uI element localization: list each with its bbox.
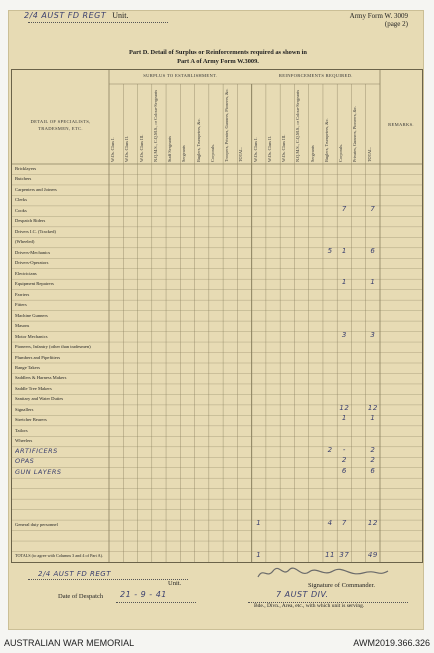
handwritten-entry: 2: [341, 456, 347, 465]
form-number: [350, 12, 408, 28]
archive-footer: [0, 633, 434, 653]
remarks-header: REMARKS.: [388, 122, 414, 127]
bde-handwritten: 7 AUST DIV.: [276, 590, 329, 599]
handwritten-entry: 12: [367, 403, 378, 412]
row-label: Bricklayers: [15, 166, 37, 171]
row-label: (Wheeled): [15, 239, 35, 245]
bottom-unit: [38, 570, 188, 578]
handwritten-entry: 37: [339, 550, 350, 559]
column-header: Buglers, Trumpeters, &c.: [323, 118, 329, 162]
form-no-text: Army Form W. 3009: [349, 12, 408, 20]
row-label: Drivers I.C. (Tracked): [15, 228, 56, 234]
handwritten-entry: 6: [370, 246, 376, 255]
row-label: Farriers: [15, 291, 30, 297]
handwritten-entry: 1: [370, 414, 376, 423]
row-label: Fitters: [15, 302, 27, 308]
bottom-unit-label: Unit.: [168, 580, 182, 587]
row-label: Signallers: [15, 406, 34, 412]
handwritten-entry: 1: [341, 246, 347, 255]
row-label: General duty personnel: [15, 522, 58, 528]
handwritten-entry: 12: [339, 403, 350, 412]
date-underline: [116, 602, 196, 603]
column-header: N.Q.M.S., C.Q.M.S., or Colour-Sergeants: [152, 89, 158, 162]
row-label: Despatch Riders: [15, 218, 46, 224]
unit-handwritten: 2/4 AUST FD REGT: [24, 11, 107, 20]
column-header: W.Os. Class II.: [266, 136, 272, 162]
column-header: Buglers, Trumpeters, &c.: [195, 118, 201, 162]
handwritten-entry: 49: [367, 550, 378, 559]
row-label: Masons: [15, 323, 30, 329]
unit-underline: [28, 22, 168, 23]
bottom-unit-handwritten: 2/4 AUST FD REGT: [38, 570, 111, 578]
date-label: Date of Despatch: [58, 593, 104, 600]
row-label: Plumbers and Pipefitters: [15, 354, 61, 360]
signature-label: Signature of Commander.: [308, 582, 375, 589]
row-label: Range Takers: [15, 365, 40, 370]
row-label: Butchers: [15, 176, 32, 182]
handwritten-entry: 12: [367, 519, 378, 528]
row-label: Machine Gunners: [15, 312, 48, 318]
column-header: W.Os. Class III.: [281, 134, 287, 162]
specialists-header: DETAIL OF SPECIALISTS, TRADESMEN, ETC.: [30, 119, 91, 131]
handwritten-entry: 4: [327, 519, 333, 528]
header-unit: [24, 11, 129, 20]
column-header: W.Os. Class II.: [124, 136, 130, 162]
handwritten-entry: 6: [370, 466, 376, 475]
bottom-unit-underline: [28, 579, 188, 580]
row-label: Motor Mechanics: [15, 333, 48, 339]
row-label: Saddle Tree Makers: [15, 385, 52, 391]
handwritten-entry: 3: [341, 330, 347, 339]
handwritten-entry: 7: [370, 204, 376, 213]
column-header: W.Os. Class I.: [252, 137, 258, 162]
row-label: Saddlers & Harness Makers: [15, 375, 67, 381]
form-page-text: (page 2): [384, 20, 408, 28]
handwritten-entry: 5: [327, 246, 333, 255]
column-header: Corporals.: [209, 143, 215, 162]
row-label: Cooks: [15, 207, 27, 213]
surplus-header: SURPLUS TO ESTABLISHMENT.: [143, 73, 218, 78]
column-header: TOTAL.: [238, 147, 244, 162]
handwritten-entry: 7: [341, 204, 347, 213]
footer-right: AWM2019.366.326: [353, 638, 430, 648]
handwritten-entry: 1: [256, 519, 262, 528]
handwritten-entry: -: [342, 445, 346, 454]
detail-table: [11, 69, 423, 563]
unit-label: Unit.: [112, 11, 129, 20]
row-label: Pioneers, Infantry (other than tradesmen): [15, 344, 91, 350]
handwritten-entry: 6: [341, 466, 347, 475]
handwritten-entry: 1: [370, 278, 376, 287]
handwritten-entry: 1: [341, 278, 347, 287]
footer-left: AUSTRALIAN WAR MEMORIAL: [4, 638, 135, 648]
form-title: [88, 48, 348, 66]
row-label: Sanitary and Water Duties: [15, 396, 64, 402]
row-label: TOTALS (to agree with Columns 3 and 4 of Part A).: [15, 552, 104, 558]
row-label: Stretcher Bearers: [15, 417, 47, 423]
handwritten-entry: 7: [341, 519, 347, 528]
row-label: Drivers-Mechanics: [15, 249, 51, 255]
reinforcements-header: REINFORCEMENTS REQUIRED.: [278, 73, 353, 78]
title-line-1: Part D. Detail of Surplus or Reinforcements required as shown in: [129, 49, 307, 56]
handwritten-entry: 2: [370, 456, 376, 465]
handwritten-entry: 11: [325, 550, 336, 559]
column-header: W.Os. Class I.: [110, 137, 115, 162]
commander-signature: [253, 565, 393, 581]
row-label: ARTIFICERS: [15, 446, 58, 455]
row-label: Clerks: [15, 197, 27, 203]
row-label: Wheelers: [15, 438, 33, 444]
column-header: Staff Sergeants: [167, 136, 173, 162]
column-header: Privates, Gunners, Pioneers, &c.: [352, 106, 358, 162]
row-label: Carpenters and Joiners: [15, 186, 57, 192]
row-label: OPAS: [15, 457, 35, 466]
row-label: Equipment Repairers: [15, 281, 54, 287]
column-header: W.Os. Class III.: [138, 134, 144, 162]
handwritten-entry: 1: [341, 414, 347, 423]
column-header: Corporals.: [338, 143, 344, 162]
column-header: TOTAL.: [366, 147, 372, 162]
handwritten-entry: 1: [256, 550, 262, 559]
column-header: Sergeants: [309, 145, 315, 162]
row-label: Electricians: [15, 270, 37, 276]
bde-label: Bde., Divn., Area, etc., with which unit is serving.: [254, 603, 365, 609]
row-label: Drivers-Operators: [15, 260, 49, 266]
handwritten-entry: 2: [327, 445, 333, 454]
handwritten-entry: 3: [370, 330, 376, 339]
row-label: Tailors: [15, 427, 28, 433]
title-line-2: Part A of Army Form W.3009.: [177, 58, 259, 65]
row-label: GUN LAYERS: [15, 467, 62, 476]
column-header: Sergeants: [181, 145, 187, 162]
column-header: Troopers, Privates, Gunners, Pioneers, &c.: [224, 88, 230, 162]
handwritten-entry: 2: [370, 445, 376, 454]
column-header: N.Q.M.S., C.Q.M.S., or Colour-Sergeants: [295, 89, 301, 162]
form-sheet: [8, 10, 424, 630]
date-handwritten: 21 - 9 - 41: [120, 590, 167, 599]
